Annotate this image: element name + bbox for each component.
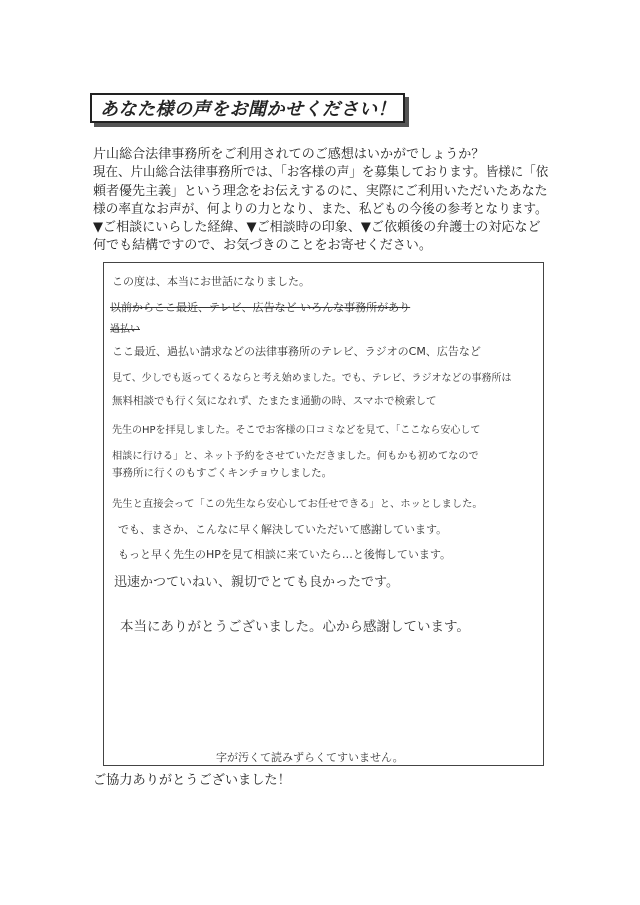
handwritten-line: ここ最近、過払い請求などの法律事務所のテレビ、ラジオのCM、広告など [112, 345, 481, 358]
handwritten-line: でも、まさか、こんなに早く解決していただいて感謝しています。 [118, 523, 448, 536]
handwritten-line: 無料相談でも行く気になれず、たまたま通勤の時、スマホで検索して [112, 395, 437, 407]
handwritten-line: 先生と直接会って「この先生なら安心してお任せできる」と、ホッとしました。 [112, 498, 483, 510]
intro-line: 頼者優先主義」という理念をお伝えするのに、実際にご利用いただいたあなた [93, 183, 548, 199]
handwritten-line: 字が汚くて読みずらくてすいません。 [216, 751, 404, 764]
intro-paragraph [93, 146, 553, 256]
handwritten-line: この度は、本当にお世話になりました。 [112, 275, 310, 288]
title-banner [90, 93, 405, 123]
handwritten-line: 相談に行ける」と、ネット予約をさせていただきました。何もかも初めてなので [112, 451, 479, 462]
handwritten-line: 本当にありがとうございました。心から感謝しています。 [120, 619, 470, 635]
closing-message: ご協力ありがとうございました！ [93, 773, 291, 788]
intro-line: ▼ご相談にいらした経緯、▼ご相談時の印象、▼ご依頼後の弁護士の対応など [93, 220, 541, 236]
intro-line: 片山総合法律事務所をご利用されてのご感想はいかがでしょうか？ [93, 147, 485, 162]
handwritten-line: 事務所に行くのもすごくキンチョウしました。 [112, 467, 333, 479]
handwritten-line-crossed: 過払い [110, 324, 140, 335]
handwritten-line: もっと早く先生のHPを見て相談に来ていたら…と後悔しています。 [118, 548, 452, 561]
handwritten-line-crossed: 以前からここ最近、テレビ、広告など いろんな事務所があり [110, 301, 411, 314]
intro-line: 様の率直なお声が、何よりの力となり、また、私どもの今後の参考となります。 [93, 201, 548, 217]
handwritten-line: 先生のHPを拝見しました。そこでお客様の口コミなどを見て、「ここなら安心して [112, 425, 481, 436]
customer-comment-box [103, 262, 544, 766]
intro-line: 何でも結構ですので、お気づきのことをお寄せください。 [93, 238, 432, 254]
handwritten-line: 見て、少しでも返ってくるならと考え始めました。でも、テレビ、ラジオなどの事務所は [112, 373, 512, 384]
page-title: あなた様の声をお聞かせください！ [100, 99, 396, 120]
handwritten-line: 迅速かつていねい、親切でとても良かったです。 [114, 575, 399, 590]
intro-line: 現在、片山総合法律事務所では、「お客様の声」を募集しております。皆様に「依 [93, 165, 549, 181]
